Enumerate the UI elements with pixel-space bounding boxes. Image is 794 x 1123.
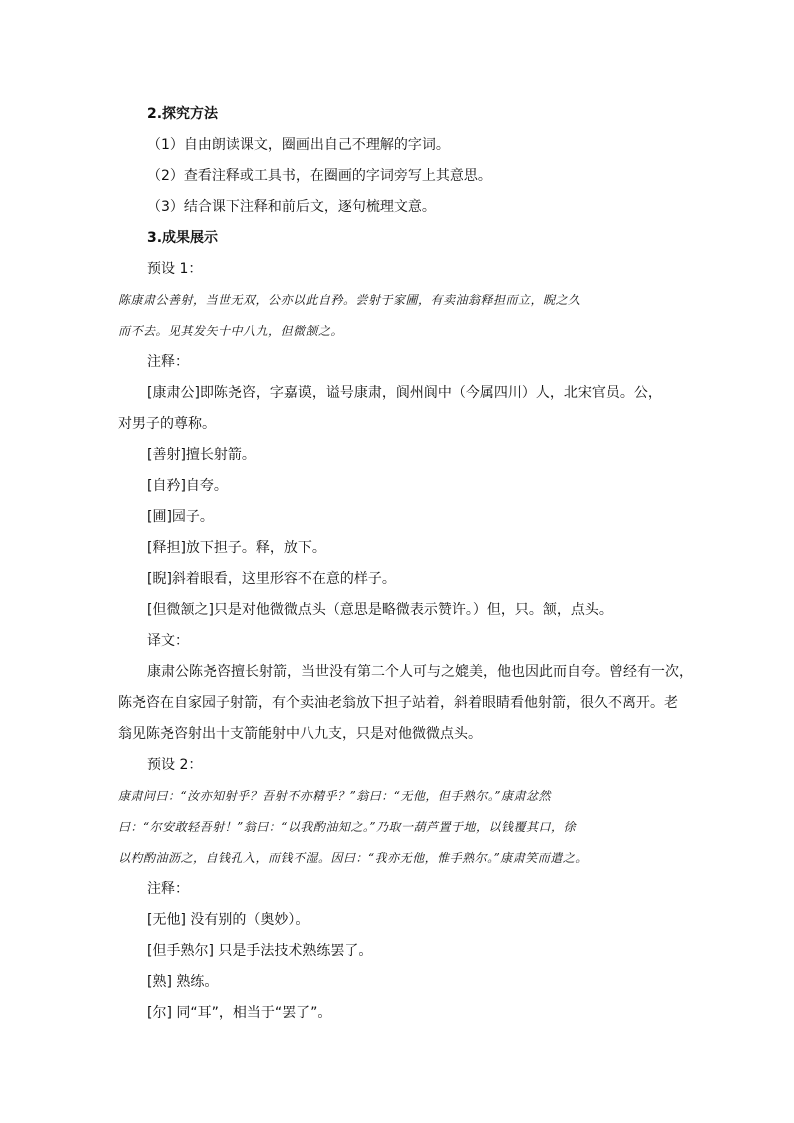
- preset1-translation-label: 译文：: [147, 633, 189, 649]
- preset1-note4: [圃]园子。: [147, 509, 214, 525]
- results-heading: 3.成果展示: [147, 230, 219, 246]
- preset2-text-line2: 曰：“尔安敢轻吾射！”翁曰：“以我酌油知之。”乃取一葫芦置于地，以钱覆其口，徐: [118, 820, 577, 834]
- preset2-note1: [无他] 没有别的（奥妙）。: [147, 912, 310, 928]
- preset1-note1-line1: [康肃公]即陈尧咨，字嘉谟，谥号康肃，阆州阆中（今属四川）人，北宋官员。公，: [147, 385, 662, 401]
- preset2-text-line1: 康肃问曰：“汝亦知射乎？吾射不亦精乎？”翁曰：“无他，但手熟尔。”康肃忿然: [118, 789, 552, 803]
- method-item-1: （1）自由朗读课文，圈画出自己不理解的字词。: [147, 137, 450, 153]
- preset2-text-line3: 以杓酌油沥之，自钱孔入，而钱不湿。因曰：“我亦无他，惟手熟尔。”康肃笑而遣之。: [118, 851, 588, 865]
- preset1-text-line2: 而不去。见其发矢十中八九，但微颔之。: [118, 324, 344, 338]
- preset2-note2: [但手熟尔] 只是手法技术熟练罢了。: [147, 943, 373, 959]
- preset1-translation-line1: 康肃公陈尧咨擅长射箭，当世没有第二个人可与之媲美，他也因此而自夸。曾经有一次，: [147, 664, 693, 680]
- preset1-translation-line3: 翁见陈尧咨射出十支箭能射中八九支，只是对他微微点头。: [118, 726, 482, 742]
- preset1-note7: [但微颔之]只是对他微微点头（意思是略微表示赞许。）但，只。颔，点头。: [147, 602, 613, 618]
- preset1-note6: [睨]斜着眼看，这里形容不在意的样子。: [147, 571, 396, 587]
- preset1-note2: [善射]擅长射箭。: [147, 447, 256, 463]
- method-heading: 2.探究方法: [147, 106, 219, 122]
- method-item-2: （2）查看注释或工具书，在圈画的字词旁写上其意思。: [147, 168, 492, 184]
- preset2-label: 预设 2：: [147, 757, 203, 773]
- preset1-note1-line2: 对男子的尊称。: [118, 416, 216, 432]
- preset1-label: 预设 1：: [147, 261, 203, 277]
- preset1-translation-line2: 陈尧咨在自家园子射箭，有个卖油老翁放下担子站着，斜着眼睛看他射箭，很久不离开。老: [118, 695, 678, 711]
- preset1-notes-label: 注释：: [147, 354, 189, 370]
- preset2-notes-label: 注释：: [147, 881, 189, 897]
- preset1-note5: [释担]放下担子。释，放下。: [147, 540, 326, 556]
- preset1-note3: [自矜]自夸。: [147, 478, 228, 494]
- method-item-3: （3）结合课下注释和前后文，逐句梳理文意。: [147, 199, 436, 215]
- preset2-note4: [尔] 同“耳”，相当于“罢了”。: [147, 1005, 332, 1021]
- preset2-note3: [熟] 熟练。: [147, 974, 219, 990]
- preset1-text-line1: 陈康肃公善射，当世无双，公亦以此自矜。尝射于家圃，有卖油翁释担而立，睨之久: [118, 293, 581, 307]
